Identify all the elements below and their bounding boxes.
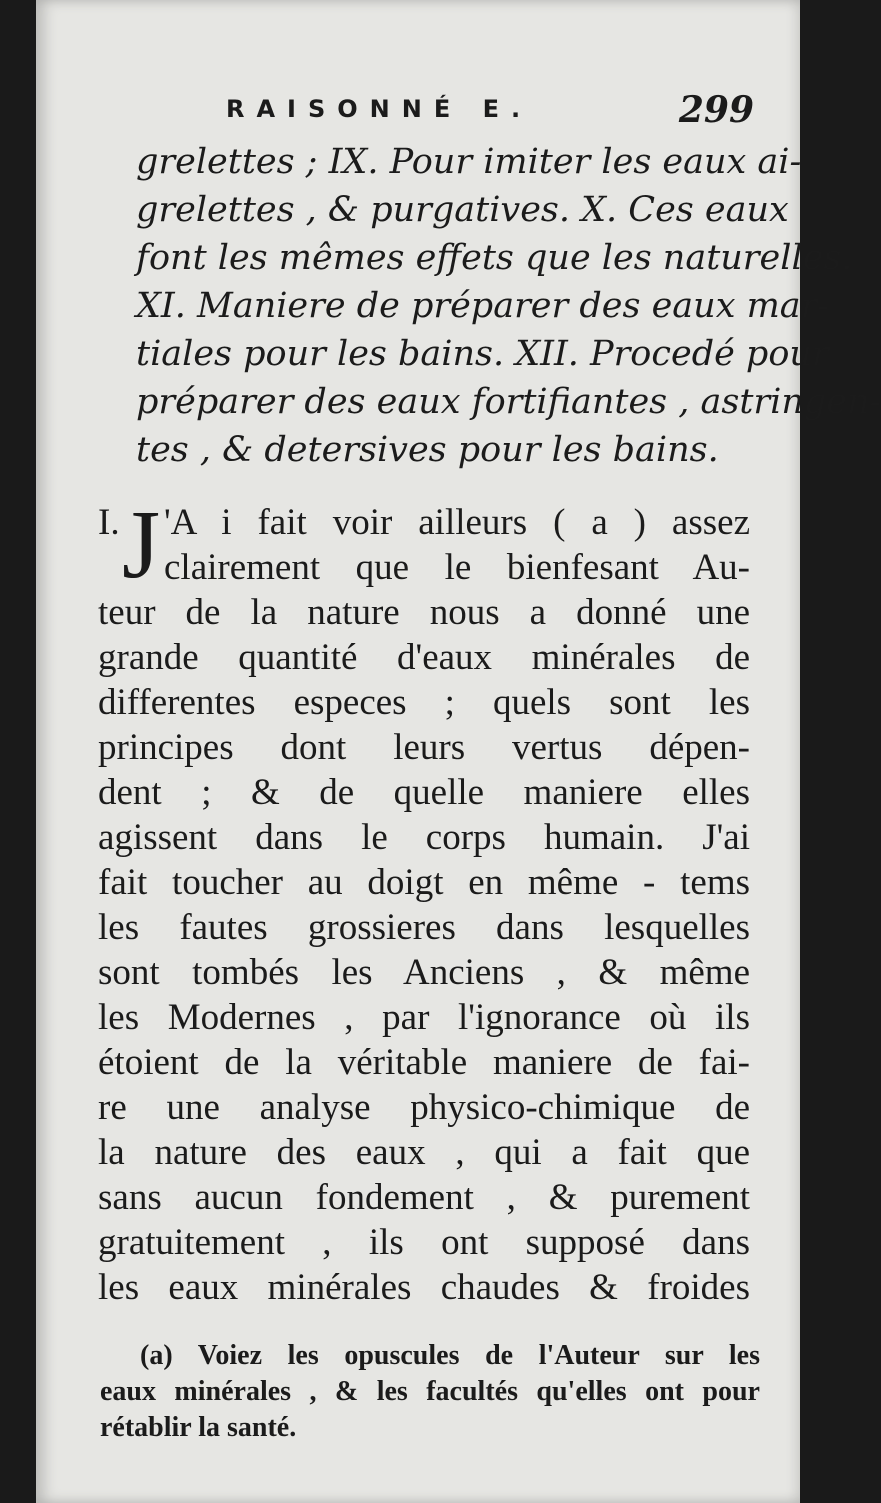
footnote <box>100 1338 760 1446</box>
paragraph-body <box>98 590 750 1310</box>
footnote-line: eaux minérales , & les facultés qu'elles ont pour <box>100 1376 760 1407</box>
paragraph-line: les Modernes , par l'ignorance où ils <box>98 997 750 1038</box>
drop-cap: J <box>122 491 161 599</box>
running-title: RAISONNÉ E. <box>226 95 533 123</box>
summary-line: XI. Maniere de préparer des eaux mar- <box>136 286 830 326</box>
paragraph-line: differentes especes ; quels sont les <box>98 682 750 723</box>
footnote-line: (a) Voiez les opuscules de l'Auteur sur les <box>140 1340 760 1371</box>
page-header <box>226 89 766 135</box>
paragraph-line: agissent dans le corps humain. J'ai <box>98 817 750 858</box>
paragraph-line: étoient de la véritable maniere de fai- <box>98 1042 750 1083</box>
footnote-line: rétablir la santé. <box>100 1412 297 1443</box>
paragraph-line: gratuitement , ils ont supposé dans <box>98 1222 750 1263</box>
summary-line: préparer des eaux fortifiantes , astringen- <box>136 382 881 422</box>
chapter-summary <box>136 138 881 474</box>
summary-line: grelettes ; IX. Pour imiter les eaux ai- <box>136 142 802 182</box>
paragraph-line: les fautes grossieres dans lesquelles <box>98 907 750 948</box>
paragraph-line: re une analyse physico-chimique de <box>98 1087 750 1128</box>
summary-line: tiales pour les bains. XII. Procedé pour <box>136 334 829 374</box>
summary-line: grelettes , & purgatives. X. Ces eaux <box>136 190 789 230</box>
paragraph-line: sans aucun fondement , & purement <box>98 1177 750 1218</box>
paragraph-line: sont tombés les Anciens , & même <box>98 952 750 993</box>
paragraph-line: grande quantité d'eaux minérales de <box>98 637 750 678</box>
section-marker: I. <box>98 502 120 543</box>
paragraph-line: principes dont leurs vertus dépen- <box>98 727 750 768</box>
page-number: 299 <box>678 89 754 131</box>
paragraph-second-line: clairement que le bienfesant Au- <box>164 547 750 588</box>
paragraph-line: dent ; & de quelle maniere elles <box>98 772 750 813</box>
paragraph-line: fait toucher au doigt en même - tems <box>98 862 750 903</box>
paragraph-line: teur de la nature nous a donné une <box>98 592 750 633</box>
summary-line: tes , & detersives pour les bains. <box>136 430 719 470</box>
paragraph-first-line: 'A i fait voir ailleurs ( a ) assez <box>164 502 750 543</box>
book-page <box>36 0 881 1503</box>
summary-line: font les mêmes effets que les naturelles. <box>136 238 853 278</box>
paragraph-line: la nature des eaux , qui a fait que <box>98 1132 750 1173</box>
paragraph-line: les eaux minérales chaudes & froides <box>98 1267 750 1308</box>
